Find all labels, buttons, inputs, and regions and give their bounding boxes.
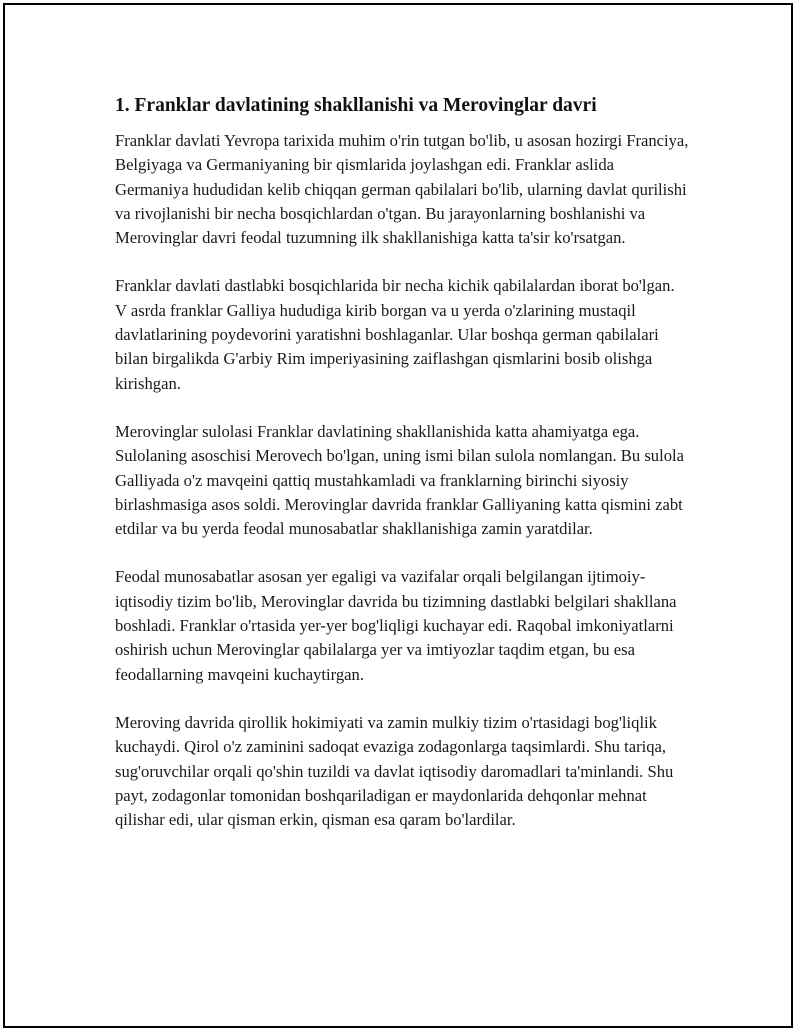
- section-heading: 1. Franklar davlatining shakllanishi va Merovinglar davri: [115, 95, 597, 116]
- paragraph-1: Franklar davlati Yevropa tarixida muhim o'rin tutgan bo'lib, u asosan hozirgi Franciya, Belgiyaga va Germaniyaning bir qismlarida joylashgan edi. Franklar aslida Germaniya hududidan kelib chiqqan german qabilalari bo'lib, ularning davlat qurilishi va rivojlanishi bir necha bosqichlardan o'tgan. Bu jarayonlarning boshlanishi va Merovinglar davri feodal tuzumning ilk shakllanishiga katta ta'sir ko'rsatgan.: [115, 131, 689, 248]
- document-body: [115, 92, 690, 856]
- paragraph-4: Feodal munosabatlar asosan yer egaligi va vazifalar orqali belgilangan ijtimoiy-iqtisodiy tizim bo'lib, Merovinglar davrida bu tizimning dastlabki belgilari shakllana boshladi. Franklar o'rtasida yer-yer bog'liqligi kuchayar edi. Raqobal imkoniyatlarni oshirish uchun Merovinglar qabilalarga yer va imtiyozlar taqdim etgan, bu esa feodallarning mavqeini kuchaytirgan.: [115, 567, 677, 684]
- paragraph-3: Merovinglar sulolasi Franklar davlatining shakllanishida katta ahamiyatga ega. Sulolaning asoschisi Merovech bo'lgan, uning ismi bilan sulola nomlangan. Bu sulola Galliyada o'z mavqeini qattiq mustahkamladi va franklarning birinchi siyosiy birlashmasiga asos soldi. Merovinglar davrida franklar Galliyaning katta qismini zabt etdilar va bu yerda feodal munosabatlar shakllanishiga zamin yaratdilar.: [115, 421, 684, 539]
- paragraph-5: Meroving davrida qirollik hokimiyati va zamin mulkiy tizim o'rtasidagi bog'liqlik kuchaydi. Qirol o'z zaminini sadoqat evaziga zodagonlarga taqsimlardi. Shu tariqa, sug'oruvchilar orqali qo'shin tuzildi va davlat iqtisodiy daromadlari ta'minlandi. Shu payt, zodagonlar tomonidan boshqariladigan er maydonlarida dehqonlar mehnat qilishar edi, ular qisman erkin, qisman esa qaram bo'lardilar.: [115, 712, 674, 830]
- paragraph-2: Franklar davlati dastlabki bosqichlarida bir necha kichik qabilalardan iborat bo'lgan. V asrda franklar Galliya hududiga kirib borgan va u yerda o'zlarining mustaqil davlatlarining poydevorini yaratishni boshlaganlar. Ular boshqa german qabilalari bilan birgalikda G'arbiy Rim imperiyasining zaiflashgan qismlarini bosib olishga kirishgan.: [115, 276, 675, 393]
